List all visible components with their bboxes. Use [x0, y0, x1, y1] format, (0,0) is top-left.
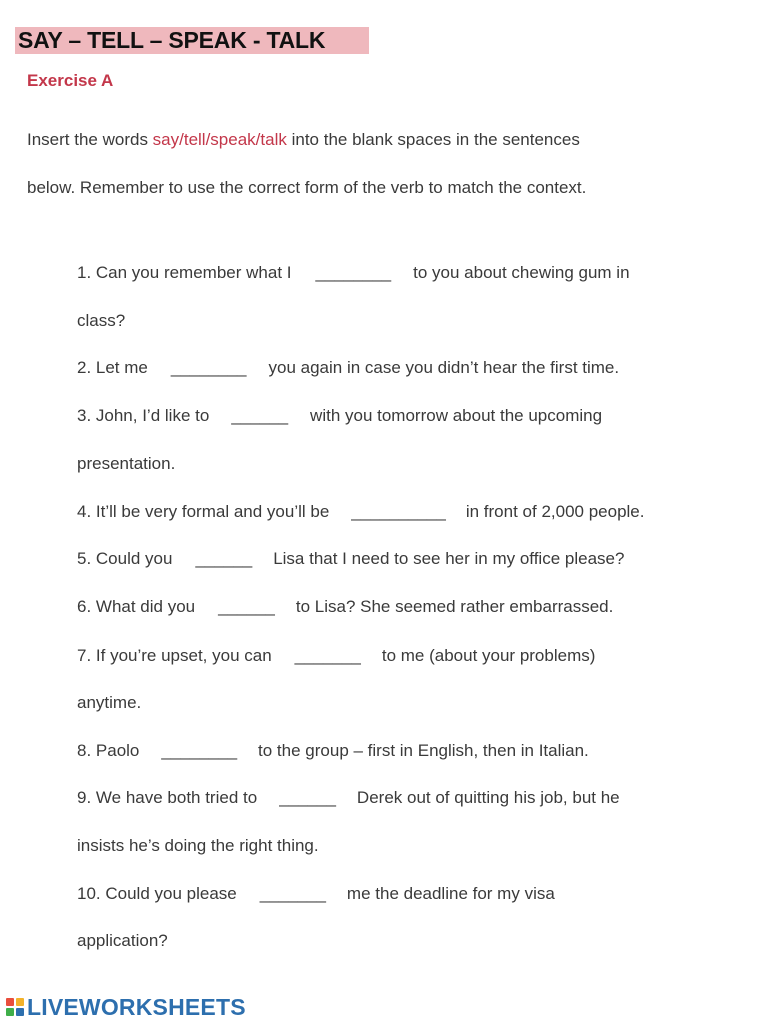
question-9 [77, 786, 620, 810]
liveworksheets-logo[interactable] [6, 994, 246, 1020]
question-text: me the deadline for my visa [346, 884, 555, 903]
answer-blank-9[interactable]: ______ [279, 788, 336, 807]
question-text: 10. Could you please [77, 884, 237, 903]
question-text: Lisa that I need to see her in my office please? [273, 549, 625, 568]
question-text: 7. If you’re upset, you can [77, 646, 272, 665]
question-10-continuation: application? [77, 931, 168, 950]
question-text: Derek out of quitting his job, but he [356, 788, 620, 807]
page-title: SAY – TELL – SPEAK - TALK [18, 27, 326, 53]
question-text: you again in case you didn’t hear the first time. [268, 358, 620, 377]
question-7 [77, 644, 595, 668]
question-text: with you tomorrow about the upcoming [310, 406, 603, 425]
exercise-heading: Exercise A [27, 71, 114, 90]
answer-blank-1[interactable]: ________ [315, 263, 392, 282]
question-text: 9. We have both tried to [77, 788, 258, 807]
logo-grid-icon [6, 998, 24, 1016]
question-1-continuation: class? [77, 311, 126, 330]
question-text: 1. Can you remember what I [77, 263, 292, 282]
question-text: 5. Could you [77, 549, 173, 568]
question-text: to me (about your problems) [381, 646, 596, 665]
instructions-line-1 [27, 116, 727, 164]
answer-blank-8[interactable]: ________ [161, 741, 238, 760]
question-2 [77, 356, 619, 380]
target-words: say/tell/speak/talk [152, 130, 287, 149]
answer-blank-7[interactable]: _______ [294, 646, 361, 665]
question-text: 3. John, I’d like to [77, 406, 210, 425]
question-text: to the group – first in English, then in Italian. [258, 741, 589, 760]
question-text: to you about chewing gum in [413, 263, 630, 282]
question-9-continuation: insists he’s doing the right thing. [77, 836, 319, 855]
answer-blank-2[interactable]: ________ [170, 358, 247, 377]
question-3-continuation: presentation. [77, 454, 176, 473]
instructions-text: into the blank spaces in the sentences [286, 130, 580, 149]
instructions-line-2: below. Remember to use the correct form of the verb to match the context. [27, 178, 587, 197]
instructions-text: Insert the words [27, 130, 153, 149]
question-1 [77, 261, 630, 285]
question-text: 8. Paolo [77, 741, 140, 760]
brand-name: LIVEWORKSHEETS [27, 994, 246, 1020]
question-4 [77, 500, 644, 524]
question-5 [77, 547, 624, 571]
question-text: 6. What did you [77, 597, 196, 616]
answer-blank-5[interactable]: ______ [195, 549, 253, 568]
question-text: 4. It’ll be very formal and you’ll be [77, 502, 330, 521]
question-7-continuation: anytime. [77, 693, 142, 712]
question-6 [77, 595, 613, 619]
answer-blank-6[interactable]: ______ [218, 597, 275, 616]
question-10 [77, 882, 555, 906]
question-text: 2. Let me [77, 358, 148, 377]
question-text: in front of 2,000 people. [465, 502, 645, 521]
answer-blank-4[interactable]: __________ [351, 502, 446, 521]
question-text: to Lisa? She seemed rather embarrassed. [295, 597, 614, 616]
question-3 [77, 404, 602, 428]
instructions [27, 116, 727, 212]
answer-blank-3[interactable]: ______ [231, 406, 289, 425]
answer-blank-10[interactable]: _______ [259, 884, 326, 903]
question-8 [77, 739, 589, 763]
